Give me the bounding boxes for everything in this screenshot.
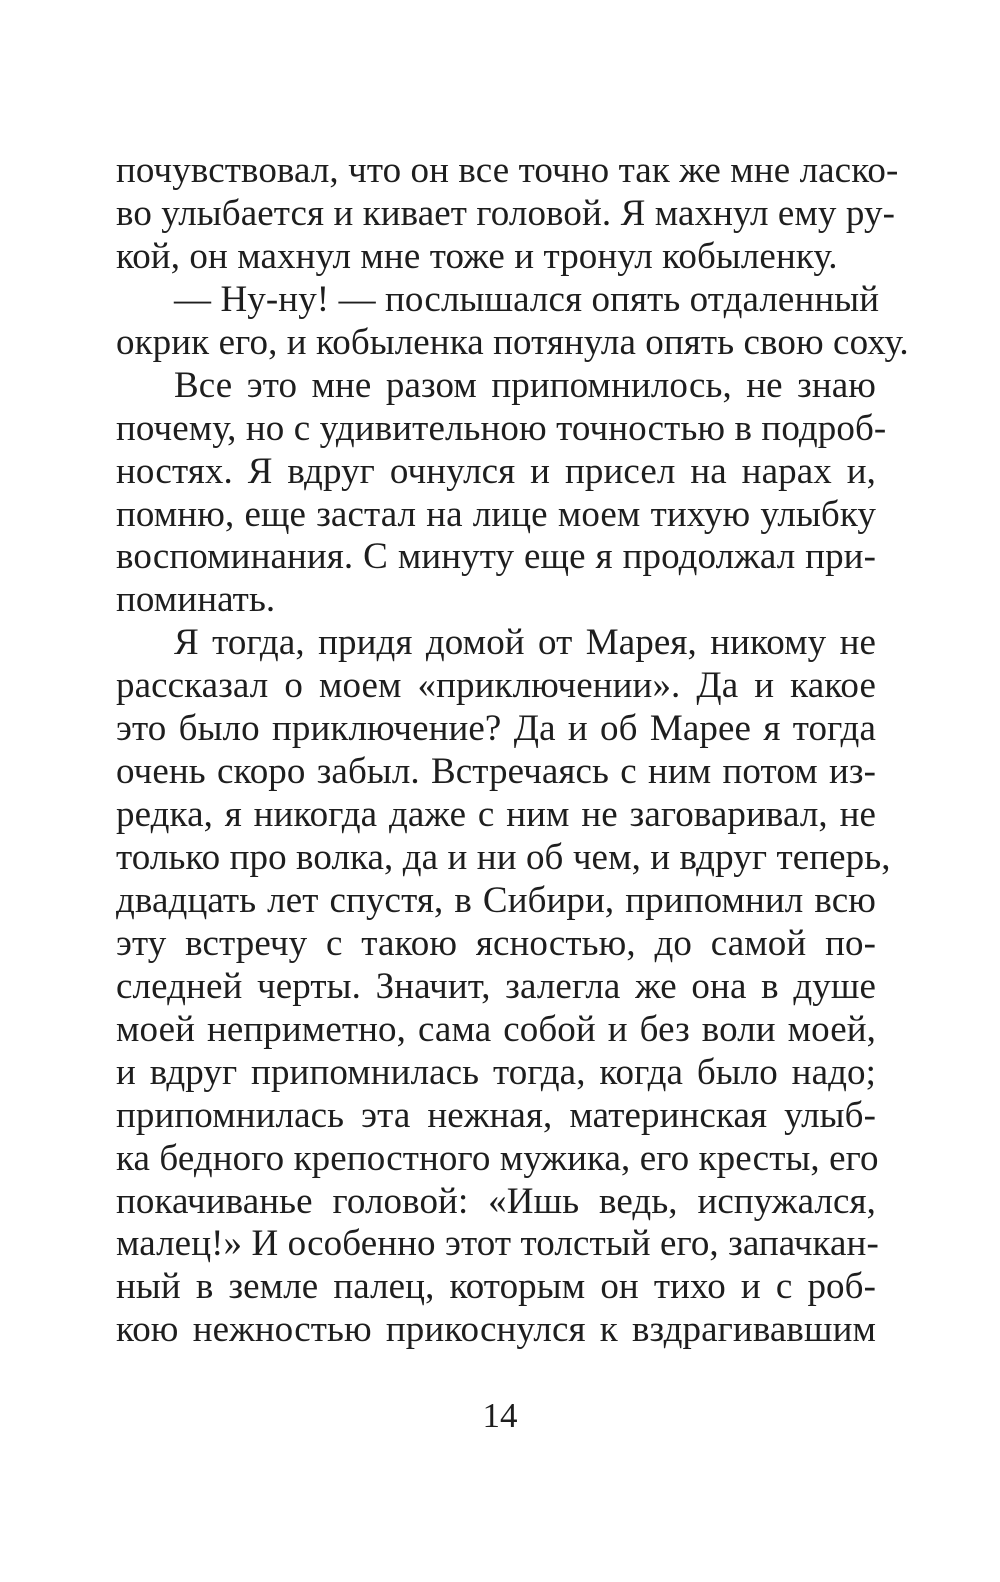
text-line: малец!» И особенно этот толстый его, запачкан- xyxy=(116,1223,879,1265)
text-line: рассказал о моем «приключении». Да и какое xyxy=(116,665,876,707)
text-line: окрик его, и кобыленка потянула опять свою соху. xyxy=(116,321,909,363)
text-line: ный в земле палец, которым он тихо и с роб- xyxy=(116,1266,876,1308)
text-line: почувствовал, что он все точно так же мне ласко- xyxy=(116,150,899,191)
page-number: 14 xyxy=(482,1396,518,1435)
text-line: ностях. Я вдруг очнулся и присел на нарах и, xyxy=(116,450,876,492)
text-line: и вдруг припомнилась тогда, когда было надо; xyxy=(116,1051,876,1093)
text-line: поминать. xyxy=(116,579,276,621)
text-line: ка бедного крепостного мужика, его кресты, его xyxy=(116,1137,879,1179)
text-line: моей неприметно, сама собой и без воли моей, xyxy=(116,1008,876,1050)
text-line: двадцать лет спустя, в Сибири, припомнил всю xyxy=(116,879,876,921)
text-line: покачиванье головой: «Ишь ведь, испужался, xyxy=(116,1180,876,1222)
text-line: редка, я никогда даже с ним не заговаривал, не xyxy=(116,794,876,836)
text-line: припомнилась эта нежная, материнская улыб- xyxy=(116,1094,876,1136)
text-line: кою нежностью прикоснулся к вздрагивавшим xyxy=(116,1309,876,1351)
text-line: почему, но с удивительною точностью в подроб- xyxy=(116,407,887,449)
text-line: очень скоро забыл. Встречаясь с ним потом из- xyxy=(116,751,876,793)
text-line: кой, он махнул мне тоже и тронул кобыленку. xyxy=(116,235,838,277)
text-line: воспоминания. С минуту еще я продолжал при- xyxy=(116,536,876,578)
text-line: — Ну-ну! — послышался опять отдаленный xyxy=(174,278,880,320)
text-line: Все это мне разом припомнилось, не знаю xyxy=(174,364,876,406)
text-line: это было приключение? Да и об Марее я тогда xyxy=(116,708,876,750)
text-line: помню, еще застал на лице моем тихую улыбку xyxy=(116,493,876,535)
body-text xyxy=(116,150,909,1352)
text-line: Я тогда, придя домой от Марея, никому не xyxy=(174,622,876,664)
text-line: следней черты. Значит, залегла же она в душе xyxy=(116,965,876,1007)
text-line: во улыбается и кивает головой. Я махнул ему ру- xyxy=(116,192,895,234)
text-line: только про волка, да и ни об чем, и вдруг теперь, xyxy=(116,837,891,878)
text-line: эту встречу с такою ясностью, до самой по- xyxy=(116,922,876,964)
